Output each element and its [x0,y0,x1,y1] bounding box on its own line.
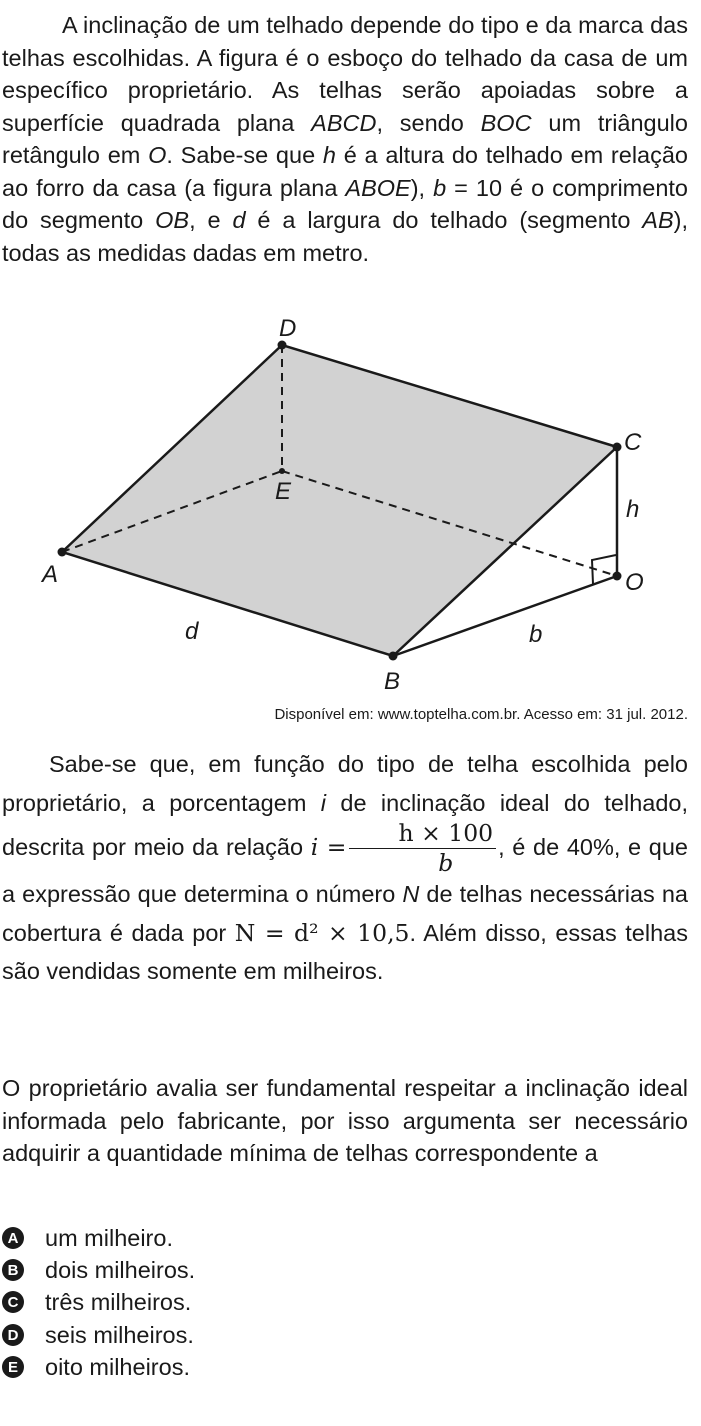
option-e[interactable] [0,1351,190,1383]
formula-denominator: b [438,848,454,877]
paragraph-3: O proprietário avalia ser fundamental respeitar a inclinação ideal informada pelo fabricante, por isso argumenta ser necessário adquirir a quantidade mínima de telhas correspondente a [2,1075,688,1166]
intro-text: b [433,174,447,201]
label-d: d [185,618,199,645]
option-letter-badge: A [2,1227,24,1249]
option-letter-badge: E [2,1356,24,1378]
intro-text: O [148,142,167,168]
option-c[interactable] [0,1286,191,1318]
label-D: D [279,315,297,342]
label-O: O [625,569,644,596]
label-B: B [384,668,401,695]
intro-text: ABCD [311,109,377,136]
intro-text: é a altura do telhado em relação ao forro da casa (a figura plana [2,142,689,201]
option-letter-badge: C [2,1291,24,1313]
intro-text: h [322,142,336,168]
point-O [613,572,622,581]
option-letter-badge: B [2,1259,24,1281]
paragraph-2-text: de inclinação ideal do telhado, descrita por meio da relação [2,789,688,860]
intro-text: BOC [480,109,532,136]
intro-text: A inclinação de um telhado depende do tipo e da marca das telhas escolhidas. A figura é o esboço do telhado da casa de um específico proprietário. As telhas serão apoiadas sobre a superfície quadrada plana [2,12,688,136]
option-text: dois milheiros. [45,1256,196,1283]
intro-text: . Sabe-se que [166,142,323,168]
roof-surface [62,345,617,656]
intro-text: ), todas as medidas dadas em metro. [2,207,688,266]
label-b: b [529,621,543,648]
intro-text: ), [410,174,434,201]
intro-text: um triângulo retângulo em [2,109,688,168]
paragraph-2-text: Sabe-se que, em função do tipo de telha escolhida pelo proprietário, a porcentagem [2,751,688,816]
intro-text: é a largura do telhado (segmento [245,207,643,233]
option-text: três milheiros. [45,1288,192,1315]
option-text: um milheiro. [45,1224,173,1251]
point-A [58,548,67,557]
paragraph-2-text: . Além disso, essas telhas são vendidas somente em milheiros. [2,919,688,984]
paragraph-2-text: i [320,789,327,816]
formula-inclination [310,819,498,877]
label-A: A [42,561,59,588]
figure-source: Disponível em: www.toptelha.com.br. Acesso em: 31 jul. 2012. [274,706,688,723]
option-text: seis milheiros. [45,1321,194,1348]
paragraph-2-text: de telhas necessárias na cobertura é dada por [2,881,688,946]
point-E [279,468,285,474]
formula-numerator: h × 100 [349,822,497,849]
intro-text: ABOE [345,174,411,201]
intro-text: , sendo [376,109,481,136]
label-C: C [624,429,642,456]
option-d[interactable] [0,1319,194,1351]
label-h: h [626,496,640,523]
point-C [613,443,622,452]
label-E: E [275,478,292,505]
paragraph-2-text: N [402,881,420,907]
paragraph-2 [2,745,688,991]
formula-lhs: i = [310,833,347,861]
formula-tiles: N = d² × 10,5 [234,918,410,947]
option-text: oito milheiros. [45,1353,190,1380]
intro-text: d [232,207,246,233]
option-a[interactable] [0,1222,173,1254]
intro-paragraph [2,9,688,269]
roof-figure [0,300,701,710]
intro-text: = 10 é o comprimento do segmento [2,174,688,233]
option-letter-badge: D [2,1324,24,1346]
formula-fraction [349,819,497,877]
intro-text: AB [642,207,674,233]
intro-text: , e [189,207,233,233]
paragraph-2-text: , é de 40%, e que a expressão que determina o número [2,834,688,907]
intro-text: OB [155,207,190,233]
option-b[interactable] [0,1254,195,1286]
point-B [389,652,398,661]
